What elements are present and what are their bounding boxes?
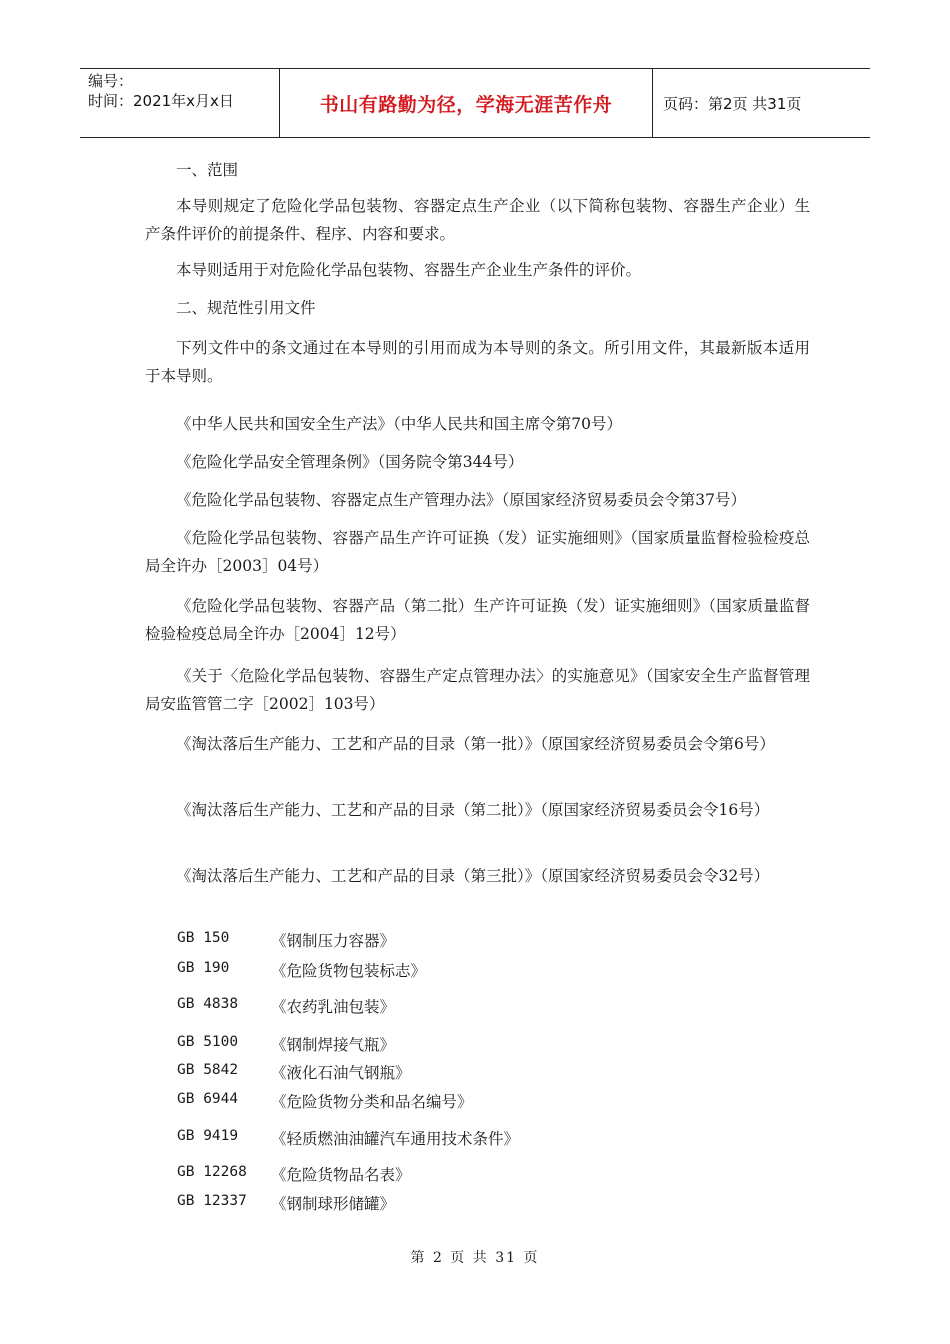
standard-title: 《钢制球形储罐》 — [271, 1195, 396, 1213]
section-heading-scope: 一、范围 — [176, 161, 239, 179]
reference-item: 《淘汰落后生产能力、工艺和产品的目录（第三批）》（原国家经济贸易委员会令32号） — [176, 867, 770, 885]
standard-title: 《农药乳油包装》 — [271, 998, 396, 1016]
standard-code: GB 12268 — [177, 1164, 247, 1180]
time-label: 时间：2021年x月x日 — [88, 92, 234, 110]
header-page-info: 页码：第2页 共31页 — [663, 94, 802, 113]
section-heading-references: 二、规范性引用文件 — [176, 299, 316, 317]
page-footer: 第 2 页 共 31 页 — [410, 1250, 540, 1266]
document-header — [80, 68, 870, 138]
reference-item: 《危险化学品包装物、容器产品（第二批）生产许可证换（发）证实施细则》（国家质量监督检验检疫总局全许办［2004］12号） — [145, 597, 810, 643]
standard-code: GB 6944 — [177, 1091, 239, 1107]
standard-code: GB 12337 — [177, 1193, 247, 1209]
reference-item: 《关于〈危险化学品包装物、容器生产定点管理办法〉的实施意见》（国家安全生产监督管理局安监管管二字［2002］103号） — [145, 667, 810, 713]
standard-title: 《危险货物分类和品名编号》 — [271, 1093, 473, 1111]
standard-title: 《危险货物品名表》 — [271, 1166, 411, 1184]
standard-code: GB 150 — [177, 930, 230, 946]
standard-code: GB 190 — [177, 960, 230, 976]
reference-item: 《危险化学品包装物、容器定点生产管理办法》（原国家经济贸易委员会令第37号） — [176, 491, 746, 509]
reference-item: 《中华人民共和国安全生产法》（中华人民共和国主席令第70号） — [176, 415, 622, 433]
standard-code: GB 4838 — [177, 996, 239, 1012]
reference-item: 《淘汰落后生产能力、工艺和产品的目录（第二批）》（原国家经济贸易委员会令16号） — [176, 801, 770, 819]
standard-title: 《钢制焊接气瓶》 — [271, 1036, 396, 1054]
header-meta-cell — [80, 69, 280, 137]
paragraph-scope-1: 本导则规定了危险化学品包装物、容器定点生产企业（以下简称包装物、容器生产企业）生产条件评价的前提条件、程序、内容和要求。 — [145, 197, 810, 243]
standard-code: GB 5100 — [177, 1034, 239, 1050]
number-label: 编号： — [88, 72, 134, 90]
standard-title: 《钢制压力容器》 — [271, 932, 396, 950]
paragraph-references-intro: 下列文件中的条文通过在本导则的引用而成为本导则的条文。所引用文件，其最新版本适用于本导则。 — [145, 339, 810, 385]
standard-code: GB 9419 — [177, 1128, 239, 1144]
standard-title: 《轻质燃油油罐汽车通用技术条件》 — [271, 1130, 520, 1148]
reference-item: 《危险化学品安全管理条例》（国务院令第344号） — [176, 453, 524, 471]
reference-item: 《危险化学品包装物、容器产品生产许可证换（发）证实施细则》（国家质量监督检验检疫总局全许办［2003］04号） — [145, 529, 810, 575]
standard-code: GB 5842 — [177, 1062, 239, 1078]
standard-title: 《危险货物包装标志》 — [271, 962, 427, 980]
standard-title: 《液化石油气钢瓶》 — [271, 1064, 411, 1082]
reference-item: 《淘汰落后生产能力、工艺和产品的目录（第一批）》（原国家经济贸易委员会令第6号） — [176, 735, 775, 753]
header-motto: 书山有路勤为径，学海无涯苦作舟 — [280, 69, 653, 137]
paragraph-scope-2: 本导则适用于对危险化学品包装物、容器生产企业生产条件的评价。 — [176, 261, 642, 279]
